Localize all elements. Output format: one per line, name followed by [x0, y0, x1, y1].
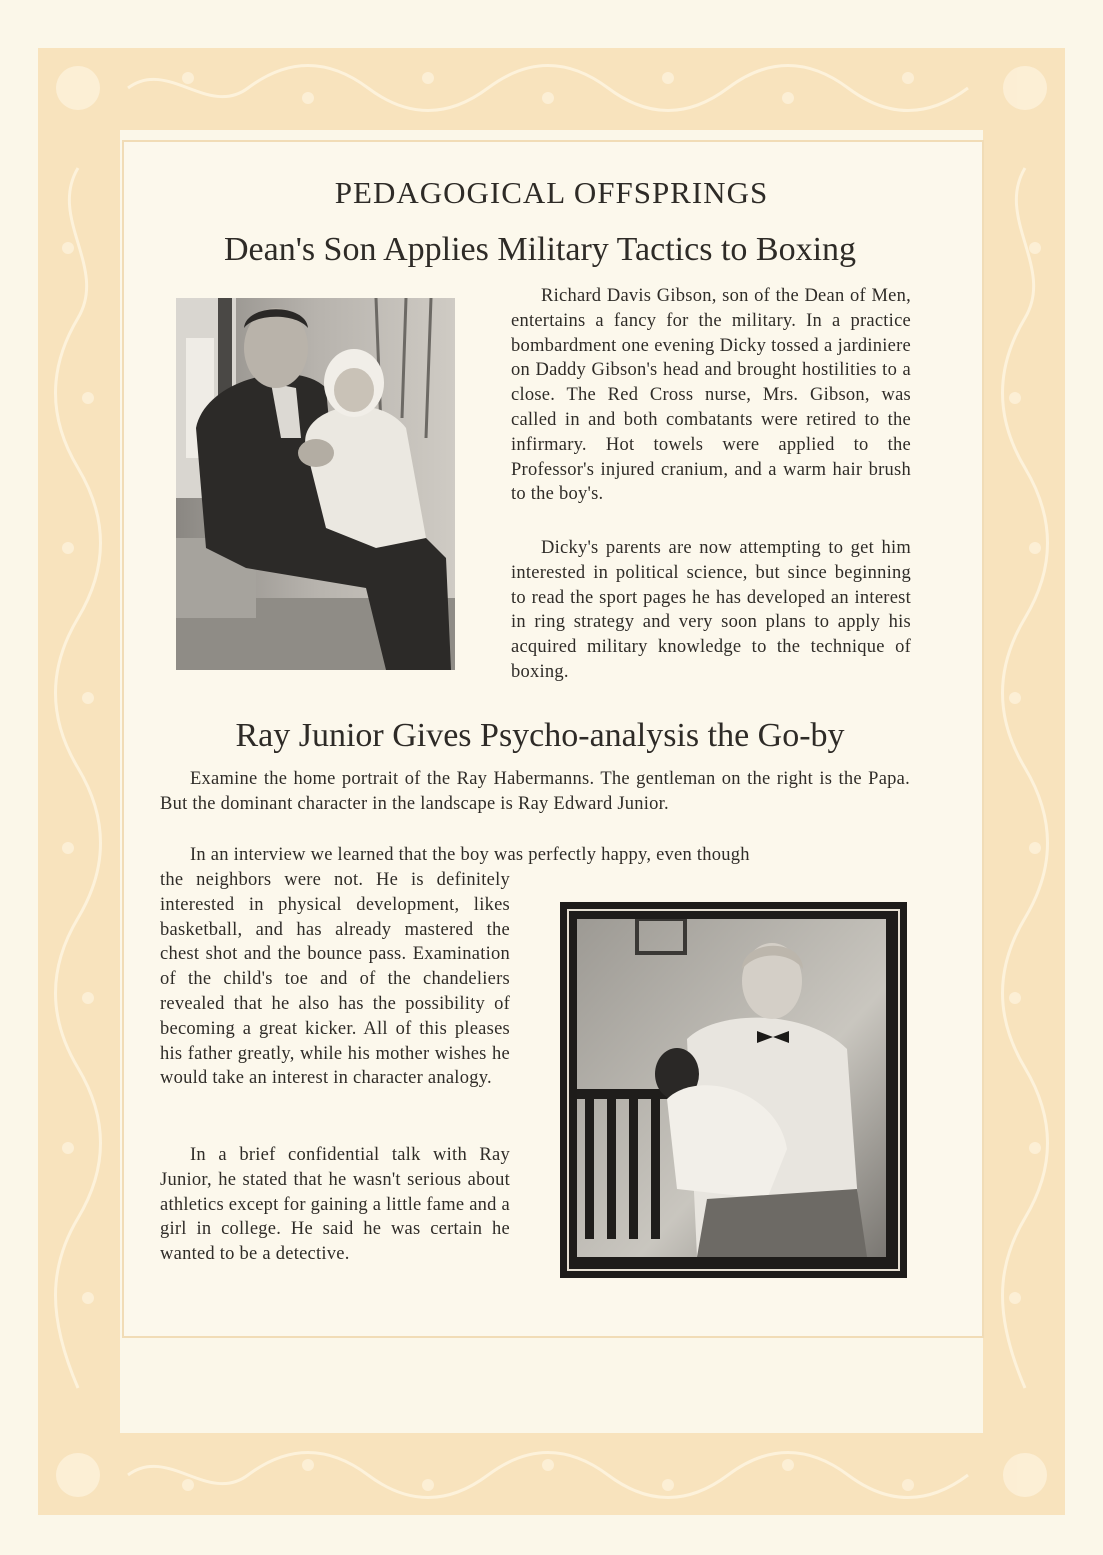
page-title: PEDAGOGICAL OFFSPRINGS: [334, 175, 769, 210]
habermann-paragraph-1: Examine the home portrait of the Ray Habermanns. The gentleman on the right is the Papa. But the dominant character in the landscape is Ray Edward Junior.: [160, 769, 910, 814]
article-heading-gibson: Dean's Son Applies Military Tactics to Boxing: [223, 231, 857, 268]
gibson-paragraph-1: Richard Davis Gibson, son of the Dean of Men, entertains a fancy for the military. In a practice bombardment one evening Dicky tossed a jardiniere on Daddy Gibson's head and brought hostilities to a close. The Red Cross nurse, Mrs. Gibson, was called in and both combatants were retired to the infirmary. Hot towels were applied to the Professor's injured cranium, and a warm hair brush to the boy's.: [511, 286, 911, 505]
habermann-paragraph-2-rest: the neighbors were not. He is definitely interested in physical development, likes basketball, and has already mastered the chest shot and the bounce pass. Examination of the child's toe and of the chandeliers revealed that he also has the possibility of becoming a great kicker. All of this pleases his father greatly, while his mother wishes he would take an interest in character analogy.: [160, 870, 510, 1089]
habermann-paragraph-2-start: In an interview we learned that the boy was perfectly happy, even though: [190, 845, 750, 865]
photo-father-and-baby: [176, 298, 455, 670]
article-heading-habermann: Ray Junior Gives Psycho-analysis the Go-by: [235, 717, 845, 754]
photo-frame-mat: [567, 909, 900, 1271]
habermann-paragraph-3: In a brief confidential talk with Ray Junior, he stated that he wasn't serious about athletics except for gaining a little fame and a girl in college. He said he was certain he wanted to be a detective.: [160, 1145, 510, 1265]
photo-habermann-portrait: [560, 902, 907, 1278]
photo-habermann-image: [577, 919, 886, 1257]
gibson-paragraph-2: Dicky's parents are now attempting to get him interested in political science, but since beginning to read the sport pages he has developed an interest in ring strategy and very soon plans to apply his acquired military knowledge to the technique of boxing.: [511, 538, 911, 682]
